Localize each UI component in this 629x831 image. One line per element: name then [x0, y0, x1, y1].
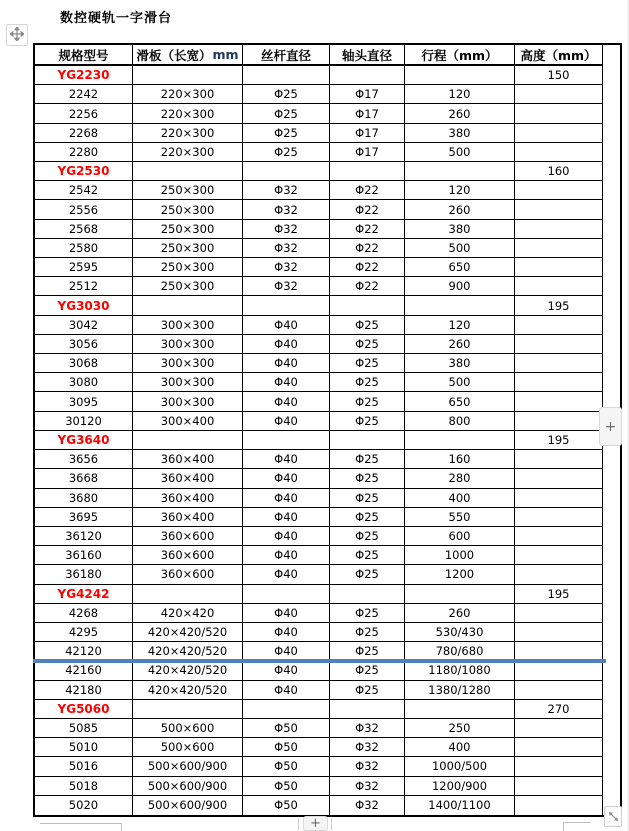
- cell-height: [515, 719, 603, 738]
- cell-plate: 300×400: [133, 412, 243, 431]
- header-cell: 滑板（长宽） mm: [133, 45, 243, 66]
- cell-screw-diameter: Φ40: [243, 450, 330, 469]
- cell-screw-diameter: Φ40: [243, 661, 330, 680]
- cell-shaft-diameter: Φ17: [330, 143, 405, 162]
- cell-shaft-diameter: Φ25: [330, 412, 405, 431]
- cell-screw-diameter: Φ50: [243, 738, 330, 757]
- cell-plate: [133, 431, 243, 450]
- cell-height: 150: [515, 66, 603, 85]
- cell-screw-diameter: Φ25: [243, 124, 330, 143]
- cell-shaft-diameter: Φ22: [330, 220, 405, 239]
- cell-stroke: 500: [405, 373, 515, 392]
- cell-plate: 220×300: [133, 124, 243, 143]
- cell-plate: 300×300: [133, 373, 243, 392]
- cell-shaft-diameter: Φ17: [330, 124, 405, 143]
- cell-height: [515, 623, 603, 642]
- cell-stroke: 1000/500: [405, 757, 515, 776]
- cell-stroke: 1200: [405, 565, 515, 584]
- cell-screw-diameter: [243, 585, 330, 604]
- cell-height: [515, 738, 603, 757]
- cell-model: 2542: [35, 181, 133, 200]
- cell-height: [515, 661, 603, 680]
- cell-shaft-diameter: Φ25: [330, 508, 405, 527]
- cell-shaft-diameter: Φ25: [330, 661, 405, 680]
- cell-model: 4268: [35, 604, 133, 623]
- cell-screw-diameter: Φ40: [243, 489, 330, 508]
- cell-plate: 250×300: [133, 258, 243, 277]
- cell-height: [515, 604, 603, 623]
- table-resize-handle[interactable]: [604, 806, 622, 827]
- cell-stroke: [405, 585, 515, 604]
- cell-screw-diameter: Φ40: [243, 354, 330, 373]
- move-icon: [10, 26, 24, 45]
- cell-stroke: 500: [405, 239, 515, 258]
- cell-plate: 420×420/520: [133, 623, 243, 642]
- cell-stroke: 260: [405, 200, 515, 219]
- cell-model: 5010: [35, 738, 133, 757]
- cell-plate: [133, 700, 243, 719]
- cell-stroke: 1380/1280: [405, 681, 515, 700]
- cell-stroke: 380: [405, 354, 515, 373]
- cell-stroke: 380: [405, 124, 515, 143]
- cell-screw-diameter: Φ32: [243, 277, 330, 296]
- cell-model: 3056: [35, 335, 133, 354]
- cell-plate: 300×300: [133, 335, 243, 354]
- cell-plate: 500×600/900: [133, 757, 243, 776]
- cell-stroke: 260: [405, 104, 515, 123]
- cell-shaft-diameter: [330, 431, 405, 450]
- cell-plate: 250×300: [133, 220, 243, 239]
- cell-shaft-diameter: Φ22: [330, 277, 405, 296]
- cell-model: 42120: [35, 642, 133, 661]
- cell-height: [515, 392, 603, 411]
- cell-stroke: 120: [405, 181, 515, 200]
- cell-stroke: 1000: [405, 546, 515, 565]
- cell-plate: 250×300: [133, 200, 243, 219]
- insert-button[interactable]: +: [303, 816, 328, 831]
- cell-screw-diameter: Φ50: [243, 796, 330, 815]
- cell-model: 2268: [35, 124, 133, 143]
- cell-plate: 500×600: [133, 719, 243, 738]
- cell-plate: 360×400: [133, 469, 243, 488]
- cell-plate: 360×400: [133, 450, 243, 469]
- cell-screw-diameter: Φ32: [243, 200, 330, 219]
- cell-screw-diameter: Φ25: [243, 104, 330, 123]
- cell-model: 5016: [35, 757, 133, 776]
- cell-plate: 500×600/900: [133, 796, 243, 815]
- cell-height: [515, 796, 603, 815]
- cell-model: 2580: [35, 239, 133, 258]
- cell-screw-diameter: Φ40: [243, 604, 330, 623]
- cell-height: [515, 489, 603, 508]
- cell-model: 36160: [35, 546, 133, 565]
- cell-height: [515, 220, 603, 239]
- cell-shaft-diameter: Φ22: [330, 258, 405, 277]
- cell-stroke: 900: [405, 277, 515, 296]
- cell-shaft-diameter: Φ25: [330, 681, 405, 700]
- cell-stroke: 250: [405, 719, 515, 738]
- cell-shaft-diameter: Φ25: [330, 527, 405, 546]
- cell-screw-diameter: Φ40: [243, 412, 330, 431]
- cell-model: 5018: [35, 777, 133, 796]
- cell-screw-diameter: Φ25: [243, 85, 330, 104]
- cell-screw-diameter: Φ25: [243, 143, 330, 162]
- cell-plate: 220×300: [133, 104, 243, 123]
- cell-screw-diameter: Φ40: [243, 508, 330, 527]
- cell-shaft-diameter: Φ22: [330, 200, 405, 219]
- cell-height: [515, 412, 603, 431]
- header-unit: mm: [212, 47, 239, 62]
- cell-shaft-diameter: Φ22: [330, 181, 405, 200]
- cell-shaft-diameter: Φ25: [330, 392, 405, 411]
- cell-height: 160: [515, 162, 603, 181]
- cell-screw-diameter: Φ50: [243, 777, 330, 796]
- cell-plate: 360×600: [133, 565, 243, 584]
- cell-plate: 360×600: [133, 527, 243, 546]
- cell-screw-diameter: [243, 431, 330, 450]
- cell-model: 36180: [35, 565, 133, 584]
- cell-height: 270: [515, 700, 603, 719]
- cell-height: 195: [515, 431, 603, 450]
- cell-plate: 250×300: [133, 181, 243, 200]
- cell-height: [515, 527, 603, 546]
- cell-stroke: 400: [405, 738, 515, 757]
- cell-screw-diameter: [243, 296, 330, 315]
- cell-height: [515, 681, 603, 700]
- cell-shaft-diameter: Φ32: [330, 757, 405, 776]
- cell-shaft-diameter: [330, 700, 405, 719]
- cell-stroke: [405, 162, 515, 181]
- resize-icon: [608, 807, 619, 826]
- cell-height: [515, 450, 603, 469]
- cell-height: [515, 469, 603, 488]
- header-cell: 轴头直径: [330, 45, 405, 66]
- cell-shaft-diameter: Φ25: [330, 469, 405, 488]
- cell-group-model: YG5060: [35, 700, 133, 719]
- cell-plate: 420×420/520: [133, 681, 243, 700]
- cell-model: 2595: [35, 258, 133, 277]
- header-cell: 行程（mm）: [405, 45, 515, 66]
- cell-shaft-diameter: Φ25: [330, 642, 405, 661]
- cell-height: [515, 373, 603, 392]
- cell-shaft-diameter: Φ25: [330, 450, 405, 469]
- cell-model: 3042: [35, 316, 133, 335]
- cell-height: [515, 200, 603, 219]
- cell-plate: [133, 296, 243, 315]
- header-cell: 高度（mm）: [515, 45, 603, 66]
- cell-stroke: 160: [405, 450, 515, 469]
- cell-stroke: 260: [405, 604, 515, 623]
- cell-model: 4295: [35, 623, 133, 642]
- cell-stroke: 800: [405, 412, 515, 431]
- cell-model: 5020: [35, 796, 133, 815]
- cell-shaft-diameter: Φ25: [330, 604, 405, 623]
- page-break-divider: [33, 659, 606, 663]
- cell-height: [515, 757, 603, 776]
- cell-screw-diameter: Φ32: [243, 220, 330, 239]
- header-cell: 丝杆直径: [243, 45, 330, 66]
- cell-stroke: 260: [405, 335, 515, 354]
- cell-shaft-diameter: Φ25: [330, 316, 405, 335]
- cell-model: 2280: [35, 143, 133, 162]
- cell-screw-diameter: Φ50: [243, 719, 330, 738]
- cell-shaft-diameter: Φ32: [330, 719, 405, 738]
- cell-shaft-diameter: Φ32: [330, 777, 405, 796]
- cell-model: 3656: [35, 450, 133, 469]
- cell-plate: 360×400: [133, 489, 243, 508]
- spec-table: [33, 43, 622, 817]
- cell-height: [515, 85, 603, 104]
- cell-shaft-diameter: Φ22: [330, 239, 405, 258]
- cell-stroke: 120: [405, 85, 515, 104]
- cell-stroke: 650: [405, 392, 515, 411]
- cell-model: 42180: [35, 681, 133, 700]
- cell-model: 3695: [35, 508, 133, 527]
- cell-shaft-diameter: Φ25: [330, 623, 405, 642]
- page-margin-mark-right: [563, 822, 591, 831]
- cell-plate: 300×300: [133, 316, 243, 335]
- cell-stroke: 400: [405, 489, 515, 508]
- cell-stroke: 1200/900: [405, 777, 515, 796]
- cell-stroke: 550: [405, 508, 515, 527]
- cell-model: 2568: [35, 220, 133, 239]
- page-title: 数控硬轨一字滑台: [60, 11, 173, 26]
- cell-model: 2242: [35, 85, 133, 104]
- cell-shaft-diameter: Φ17: [330, 104, 405, 123]
- cell-height: [515, 143, 603, 162]
- cell-screw-diameter: Φ32: [243, 181, 330, 200]
- cell-plate: 220×300: [133, 143, 243, 162]
- cell-height: [515, 777, 603, 796]
- cell-height: [515, 335, 603, 354]
- cell-stroke: 1400/1100: [405, 796, 515, 815]
- cell-screw-diameter: Φ40: [243, 316, 330, 335]
- cell-screw-diameter: Φ40: [243, 335, 330, 354]
- cell-model: 30120: [35, 412, 133, 431]
- cell-plate: 360×600: [133, 546, 243, 565]
- cell-stroke: 1180/1080: [405, 661, 515, 680]
- cell-stroke: 280: [405, 469, 515, 488]
- cell-height: [515, 565, 603, 584]
- table-move-handle[interactable]: [6, 24, 28, 46]
- cell-height: [515, 508, 603, 527]
- cell-plate: 360×400: [133, 508, 243, 527]
- cell-model: 2256: [35, 104, 133, 123]
- cell-shaft-diameter: Φ17: [330, 85, 405, 104]
- cell-stroke: 650: [405, 258, 515, 277]
- cell-shaft-diameter: Φ32: [330, 738, 405, 757]
- cell-height: 195: [515, 296, 603, 315]
- cell-shaft-diameter: Φ25: [330, 546, 405, 565]
- cell-model: 42160: [35, 661, 133, 680]
- cell-screw-diameter: Φ40: [243, 623, 330, 642]
- cell-stroke: 500: [405, 143, 515, 162]
- cell-shaft-diameter: [330, 585, 405, 604]
- cell-plate: 300×300: [133, 392, 243, 411]
- cell-screw-diameter: Φ40: [243, 527, 330, 546]
- cell-shaft-diameter: Φ25: [330, 565, 405, 584]
- cell-height: [515, 181, 603, 200]
- header-cell: 规格型号: [35, 45, 133, 66]
- cell-model: 3680: [35, 489, 133, 508]
- cell-plate: 420×420/520: [133, 642, 243, 661]
- cell-shaft-diameter: [330, 66, 405, 85]
- cell-stroke: [405, 700, 515, 719]
- cell-height: [515, 258, 603, 277]
- cell-model: 3668: [35, 469, 133, 488]
- cell-screw-diameter: [243, 66, 330, 85]
- cell-screw-diameter: Φ40: [243, 392, 330, 411]
- cell-group-model: YG2530: [35, 162, 133, 181]
- cell-shaft-diameter: [330, 162, 405, 181]
- cell-height: 195: [515, 585, 603, 604]
- cell-plate: 500×600/900: [133, 777, 243, 796]
- cell-screw-diameter: [243, 162, 330, 181]
- cell-screw-diameter: Φ32: [243, 258, 330, 277]
- scroll-tick-left: [298, 818, 299, 830]
- cell-stroke: [405, 431, 515, 450]
- cell-screw-diameter: Φ32: [243, 239, 330, 258]
- cell-stroke: 120: [405, 316, 515, 335]
- cell-shaft-diameter: Φ25: [330, 373, 405, 392]
- cell-screw-diameter: Φ40: [243, 546, 330, 565]
- cell-model: 2556: [35, 200, 133, 219]
- cell-plate: 420×420: [133, 604, 243, 623]
- cell-plate: [133, 162, 243, 181]
- cell-height: [515, 546, 603, 565]
- cell-height: [515, 239, 603, 258]
- cell-screw-diameter: Φ40: [243, 565, 330, 584]
- cell-shaft-diameter: [330, 296, 405, 315]
- cell-shaft-diameter: Φ32: [330, 796, 405, 815]
- cell-model: 2512: [35, 277, 133, 296]
- expand-button[interactable]: +: [599, 407, 622, 446]
- cell-shaft-diameter: Φ25: [330, 489, 405, 508]
- cell-plate: 220×300: [133, 85, 243, 104]
- cell-screw-diameter: Φ40: [243, 681, 330, 700]
- scroll-tick-right: [331, 818, 332, 830]
- cell-height: [515, 104, 603, 123]
- cell-height: [515, 277, 603, 296]
- cell-height: [515, 354, 603, 373]
- cell-stroke: 530/430: [405, 623, 515, 642]
- cell-model: 3068: [35, 354, 133, 373]
- cell-stroke: 380: [405, 220, 515, 239]
- cell-stroke: 780/680: [405, 642, 515, 661]
- cell-screw-diameter: Φ40: [243, 373, 330, 392]
- cell-plate: [133, 585, 243, 604]
- cell-model: 3095: [35, 392, 133, 411]
- cell-plate: 420×420/520: [133, 661, 243, 680]
- cell-model: 36120: [35, 527, 133, 546]
- cell-plate: 250×300: [133, 239, 243, 258]
- cell-height: [515, 124, 603, 143]
- cell-stroke: [405, 296, 515, 315]
- cell-model: 3080: [35, 373, 133, 392]
- cell-group-model: YG3640: [35, 431, 133, 450]
- cell-plate: 500×600: [133, 738, 243, 757]
- cell-stroke: [405, 66, 515, 85]
- cell-plate: 250×300: [133, 277, 243, 296]
- cell-shaft-diameter: Φ25: [330, 354, 405, 373]
- cell-plate: [133, 66, 243, 85]
- cell-plate: 300×300: [133, 354, 243, 373]
- cell-shaft-diameter: Φ25: [330, 335, 405, 354]
- page-margin-mark-left: [40, 823, 122, 831]
- cell-screw-diameter: Φ50: [243, 757, 330, 776]
- cell-screw-diameter: Φ40: [243, 642, 330, 661]
- cell-group-model: YG3030: [35, 296, 133, 315]
- cell-height: [515, 316, 603, 335]
- cell-screw-diameter: [243, 700, 330, 719]
- cell-screw-diameter: Φ40: [243, 469, 330, 488]
- cell-group-model: YG4242: [35, 585, 133, 604]
- cell-model: 5085: [35, 719, 133, 738]
- cell-group-model: YG2230: [35, 66, 133, 85]
- cell-stroke: 600: [405, 527, 515, 546]
